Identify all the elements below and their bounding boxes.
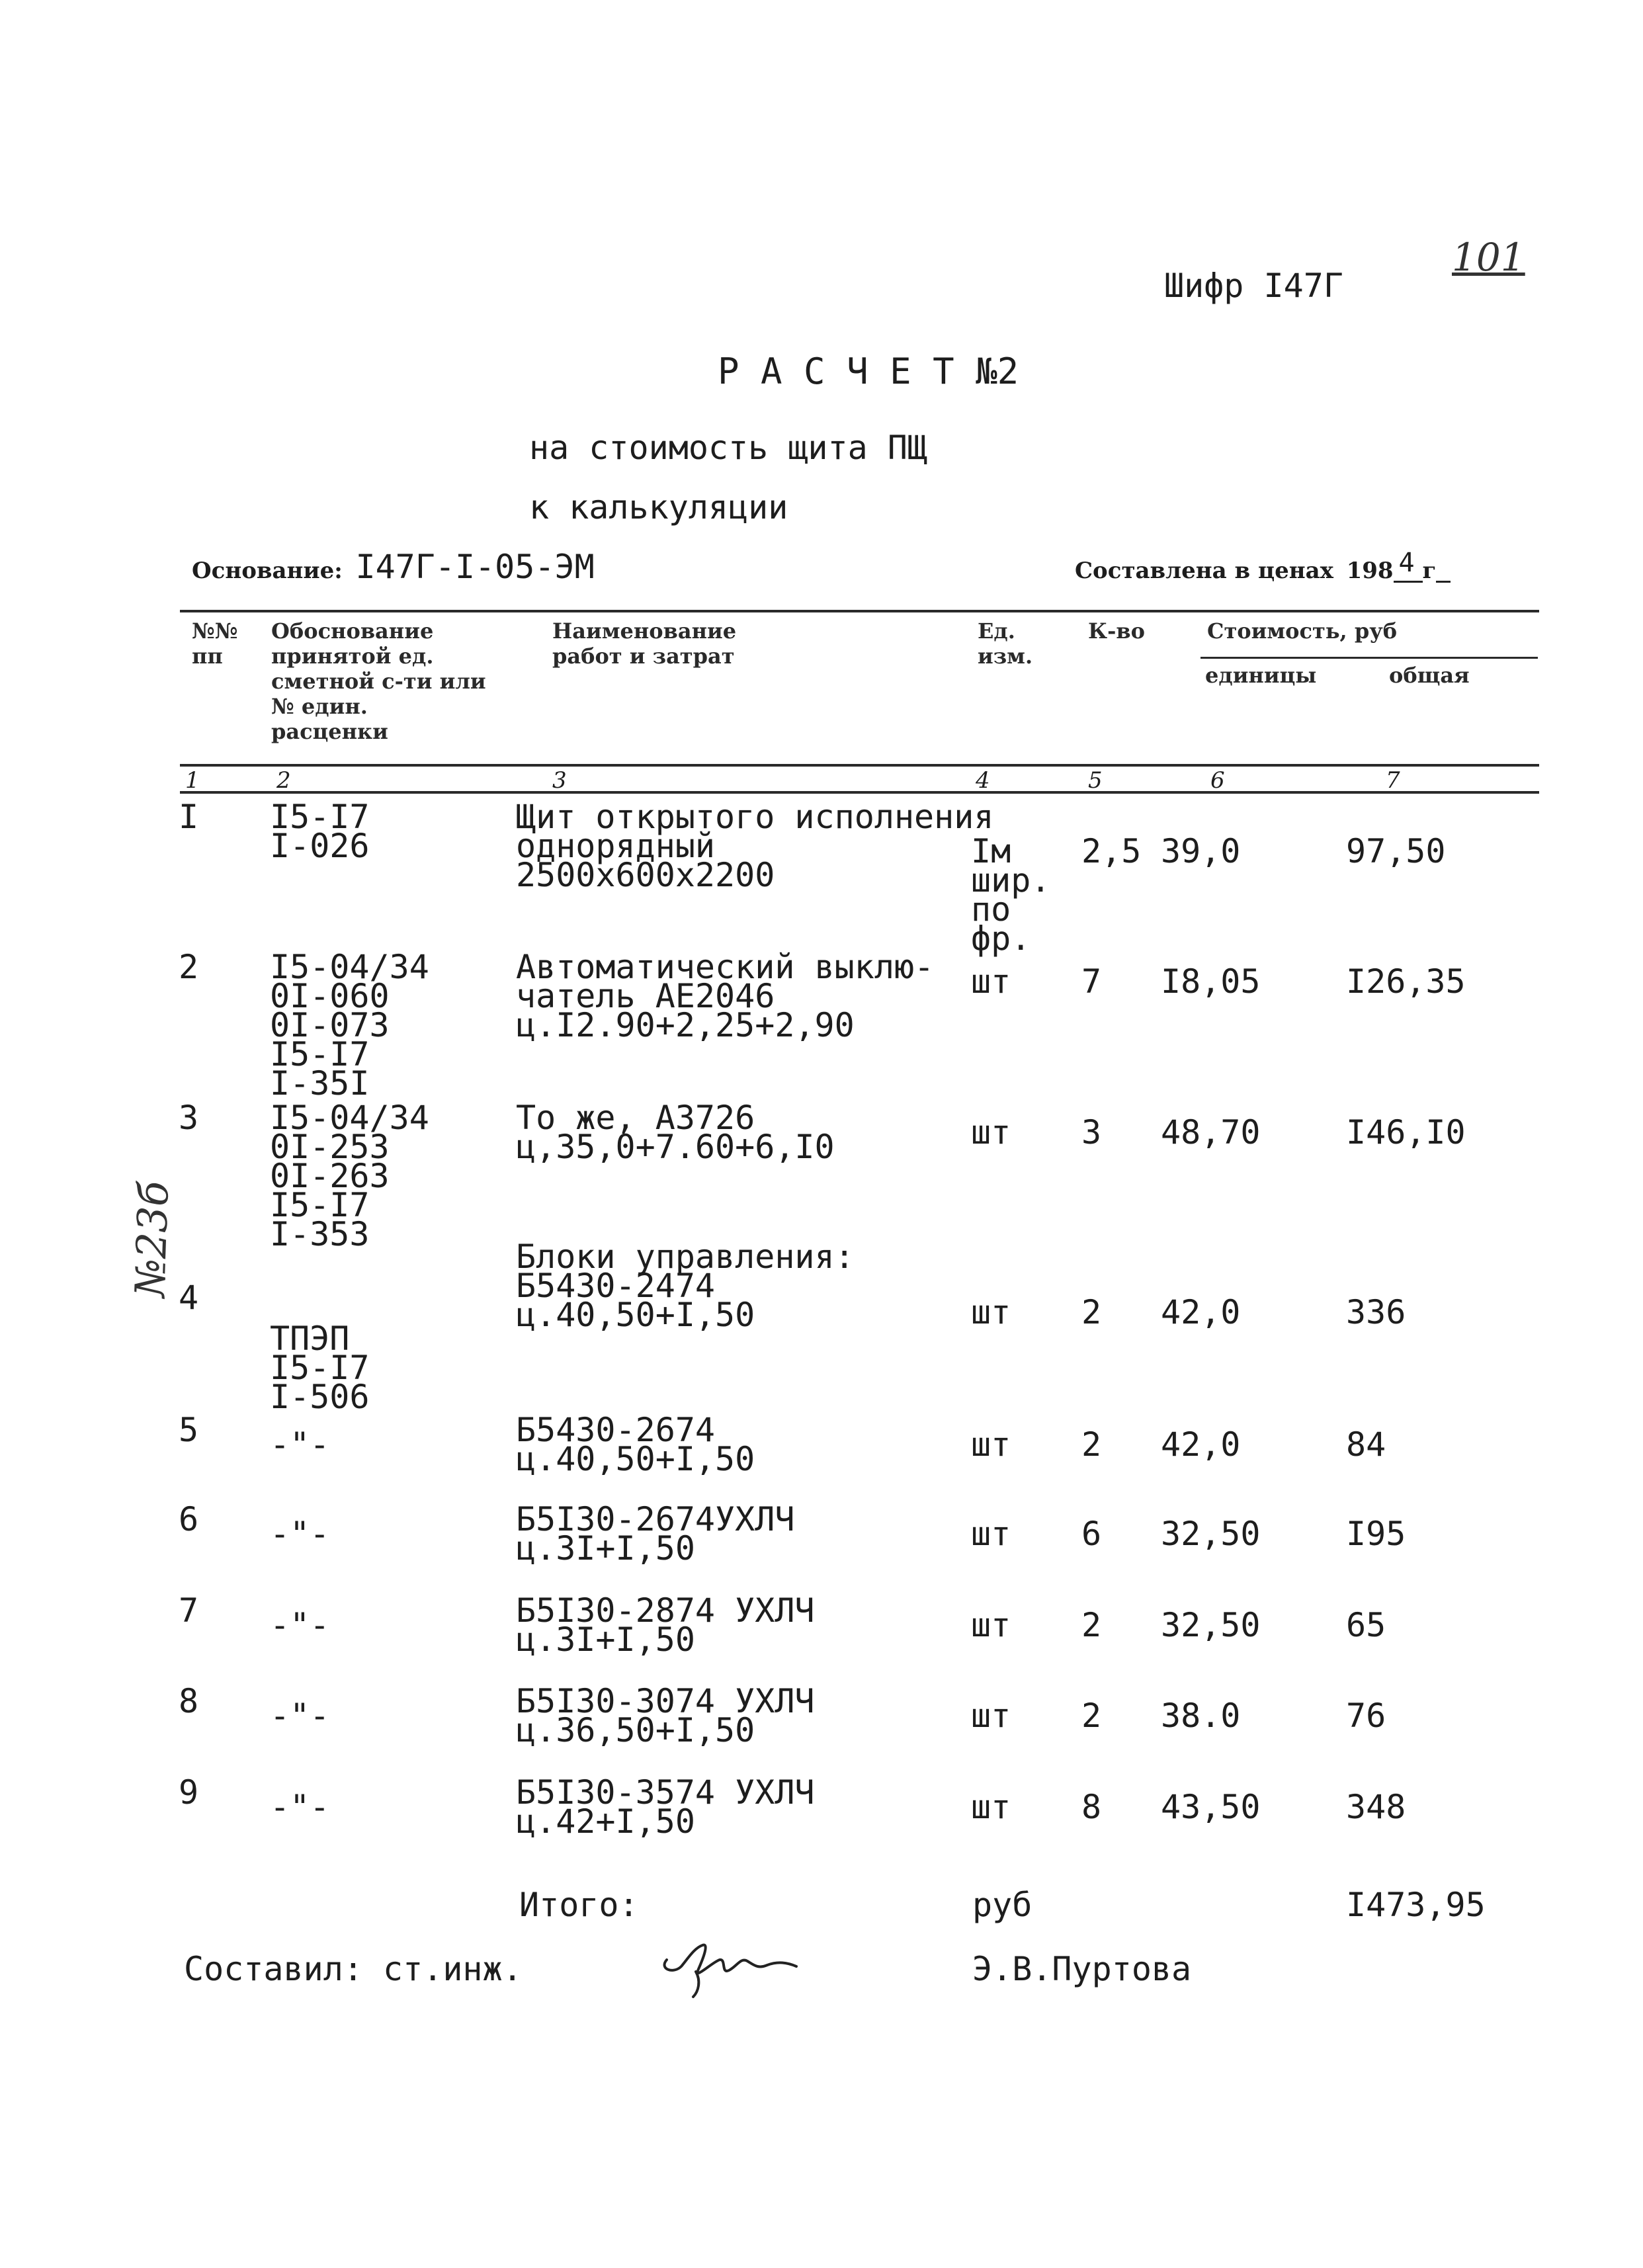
row-unit [971, 1425, 1011, 1464]
row-basis [270, 948, 429, 1103]
row-unit [971, 962, 1011, 1001]
row-basis [270, 1788, 330, 1826]
row-basis-line: -"- [270, 1515, 330, 1553]
header-cost: Стоимость, руб [1207, 618, 1398, 644]
table-top-rule [180, 610, 1539, 612]
row-unit [971, 1515, 1011, 1553]
row-name-line: Б5I30-2874 УХЛЧ [516, 1591, 815, 1630]
row-qty: 2,5 [1081, 832, 1142, 870]
row-price: 32,50 [1161, 1515, 1261, 1553]
column-number: 5 [1088, 767, 1103, 794]
column-number: 6 [1210, 767, 1225, 794]
row-unit [971, 1113, 1011, 1152]
document-title: Р А С Ч Е Т №2 [718, 351, 1019, 392]
row-total: I95 [1346, 1515, 1406, 1553]
document-subtitle-1: на стоимость щита ПЩ [529, 429, 928, 467]
prices-label: Составлена в ценах [1075, 558, 1333, 584]
row-name-line: ц.40,50+I,50 [516, 1440, 755, 1478]
signature [655, 1928, 807, 2001]
row-name-line: ц.42+I,50 [516, 1802, 695, 1841]
row-name-line: Б5I30-3074 УХЛЧ [516, 1682, 815, 1720]
total-label: Итого: [519, 1886, 639, 1924]
prices-year-digit: 4 [1394, 568, 1423, 583]
header-cost-unit: единицы [1205, 663, 1317, 688]
row-number: 9 [179, 1773, 199, 1812]
row-name [516, 798, 994, 894]
row-total: 336 [1346, 1293, 1406, 1331]
row-number: 4 [179, 1279, 199, 1317]
row-unit-line: шт [971, 962, 1011, 1001]
row-name [516, 1238, 855, 1334]
row-name-line: ц,35,0+7.60+6,I0 [516, 1128, 835, 1166]
row-unit-line: фр. [971, 919, 1031, 958]
row-unit-line: шт [971, 1788, 1011, 1826]
row-unit-line: шт [971, 1293, 1011, 1331]
row-basis [270, 1697, 330, 1735]
row-name-line: Б5I30-3574 УХЛЧ [516, 1773, 815, 1812]
margin-note: №23б [126, 1180, 179, 1298]
prices-line [1075, 548, 1451, 584]
row-total: 97,50 [1346, 832, 1446, 870]
row-name-line: Б5430-2674 [516, 1411, 716, 1449]
basis-line [192, 548, 595, 586]
prices-suffix: г [1422, 558, 1437, 584]
row-qty: 7 [1081, 962, 1102, 1001]
row-basis-line: 0I-263 [270, 1157, 390, 1195]
row-name-line: ц.36,50+I,50 [516, 1711, 755, 1749]
header-qty: К-во [1088, 618, 1145, 644]
row-price: 39,0 [1161, 832, 1241, 870]
column-numbers-rule [180, 791, 1539, 794]
row-basis-line: 0I-073 [270, 1006, 390, 1044]
row-basis-line: I5-I7 [270, 1035, 370, 1073]
header-num: №№ пп [192, 618, 238, 669]
row-name [516, 1682, 815, 1749]
row-name-line: Автоматический выклю- [516, 948, 935, 986]
column-number: 1 [185, 767, 200, 794]
row-number: 6 [179, 1500, 199, 1538]
row-basis-line: -"- [270, 1606, 330, 1644]
column-number: 4 [976, 767, 990, 794]
header-unit: Ед. изм. [978, 618, 1033, 669]
row-name [516, 1500, 795, 1568]
row-basis [270, 1606, 330, 1644]
row-name [516, 1099, 835, 1166]
cipher-code: Шифр I47Г [1164, 267, 1343, 305]
row-basis [270, 1515, 330, 1553]
row-basis-line: I-353 [270, 1215, 370, 1253]
row-price: I8,05 [1161, 962, 1261, 1001]
row-unit [971, 832, 1051, 958]
column-number: 2 [276, 767, 291, 794]
row-name-line: ц.3I+I,50 [516, 1529, 695, 1568]
row-qty: 2 [1081, 1425, 1102, 1464]
column-number: 7 [1386, 767, 1400, 794]
header-cost-total: общая [1389, 663, 1470, 688]
row-name-line: ц.40,50+I,50 [516, 1296, 755, 1334]
column-number: 3 [552, 767, 567, 794]
row-basis-line: I5-I7 [270, 798, 370, 836]
row-basis-line: I5-I7 [270, 1349, 370, 1387]
composer-name: Э.В.Пуртова [972, 1950, 1192, 1988]
row-unit [971, 1697, 1011, 1735]
row-total: I26,35 [1346, 962, 1466, 1001]
row-qty: 6 [1081, 1515, 1102, 1553]
row-qty: 3 [1081, 1113, 1102, 1152]
row-unit-line: шт [971, 1697, 1011, 1735]
row-unit [971, 1293, 1011, 1331]
row-qty: 2 [1081, 1606, 1102, 1644]
row-name [516, 948, 935, 1044]
row-basis-line: 0I-060 [270, 977, 390, 1015]
row-name [516, 1773, 815, 1841]
row-total: 76 [1346, 1697, 1386, 1735]
row-basis-line: 0I-253 [270, 1128, 390, 1166]
row-unit [971, 1788, 1011, 1826]
row-name-line: ц.3I+I,50 [516, 1620, 695, 1659]
row-qty: 2 [1081, 1697, 1102, 1735]
row-price: 48,70 [1161, 1113, 1261, 1152]
row-basis-line: I-026 [270, 827, 370, 865]
row-name-line: 2500х600х2200 [516, 856, 775, 894]
row-unit-line: шт [971, 1113, 1011, 1152]
row-basis-line: -"- [270, 1425, 330, 1464]
row-unit-line: шт [971, 1606, 1011, 1644]
row-basis [270, 1425, 330, 1464]
row-basis [270, 1320, 370, 1416]
row-total: 84 [1346, 1425, 1386, 1464]
row-name-line: чатель АЕ2046 [516, 977, 775, 1015]
row-name-line: однорядный [516, 827, 716, 865]
row-basis-line: I5-I7 [270, 1186, 370, 1224]
row-name-line: ц.I2.90+2,25+2,90 [516, 1006, 855, 1044]
row-number: 2 [179, 948, 199, 986]
row-unit-line: по [971, 890, 1011, 929]
basis-value: I47Г-I-05-ЭМ [355, 548, 595, 586]
row-basis-line: ТПЭП [270, 1320, 350, 1358]
header-basis: Обоснование принятой ед. сметной с-ти или № един. расценки [271, 618, 486, 744]
row-basis [270, 798, 370, 865]
row-unit-line: шт [971, 1515, 1011, 1553]
row-qty: 2 [1081, 1293, 1102, 1331]
row-unit-line: шир. [971, 861, 1051, 900]
row-total: I46,I0 [1346, 1113, 1466, 1152]
row-number: 3 [179, 1099, 199, 1137]
row-number: I [179, 798, 199, 836]
row-total: 348 [1346, 1788, 1406, 1826]
row-price: 32,50 [1161, 1606, 1261, 1644]
row-unit-line: Iм [971, 832, 1011, 870]
row-price: 42,0 [1161, 1425, 1241, 1464]
prices-year: 198 [1346, 558, 1394, 584]
basis-label: Основание: [192, 558, 343, 584]
row-unit-line: шт [971, 1425, 1011, 1464]
total-unit: руб [972, 1886, 1032, 1924]
cost-sub-rule [1201, 657, 1538, 659]
row-name [516, 1591, 815, 1659]
document-subtitle-2: к калькуляции [529, 488, 788, 526]
row-number: 7 [179, 1591, 199, 1630]
row-name-line: То же, А3726 [516, 1099, 755, 1137]
row-basis-line: I-506 [270, 1378, 370, 1416]
header-bottom-rule [180, 764, 1539, 767]
row-name-line: Блоки управления: [516, 1238, 855, 1276]
row-basis [270, 1099, 429, 1253]
row-basis-line: I5-04/34 [270, 1099, 429, 1137]
row-name-line: Б5I30-2674УХЛЧ [516, 1500, 795, 1538]
row-number: 5 [179, 1411, 199, 1449]
total-value: I473,95 [1346, 1886, 1486, 1924]
row-name-line: Щит открытого исполнения [516, 798, 994, 836]
row-number: 8 [179, 1682, 199, 1720]
row-basis-line: I-35I [270, 1064, 370, 1103]
page-number: 101 [1452, 235, 1525, 280]
row-total: 65 [1346, 1606, 1386, 1644]
row-qty: 8 [1081, 1788, 1102, 1826]
row-price: 42,0 [1161, 1293, 1241, 1331]
row-unit [971, 1606, 1011, 1644]
row-basis-line: -"- [270, 1697, 330, 1735]
composed-label: Составил: ст.инж. [184, 1950, 523, 1988]
row-basis-line: I5-04/34 [270, 948, 429, 986]
header-name: Наименование работ и затрат [552, 618, 737, 669]
row-name [516, 1411, 755, 1478]
row-basis-line: -"- [270, 1788, 330, 1826]
row-price: 43,50 [1161, 1788, 1261, 1826]
row-price: 38.0 [1161, 1697, 1241, 1735]
row-name-line: Б5430-2474 [516, 1267, 716, 1305]
